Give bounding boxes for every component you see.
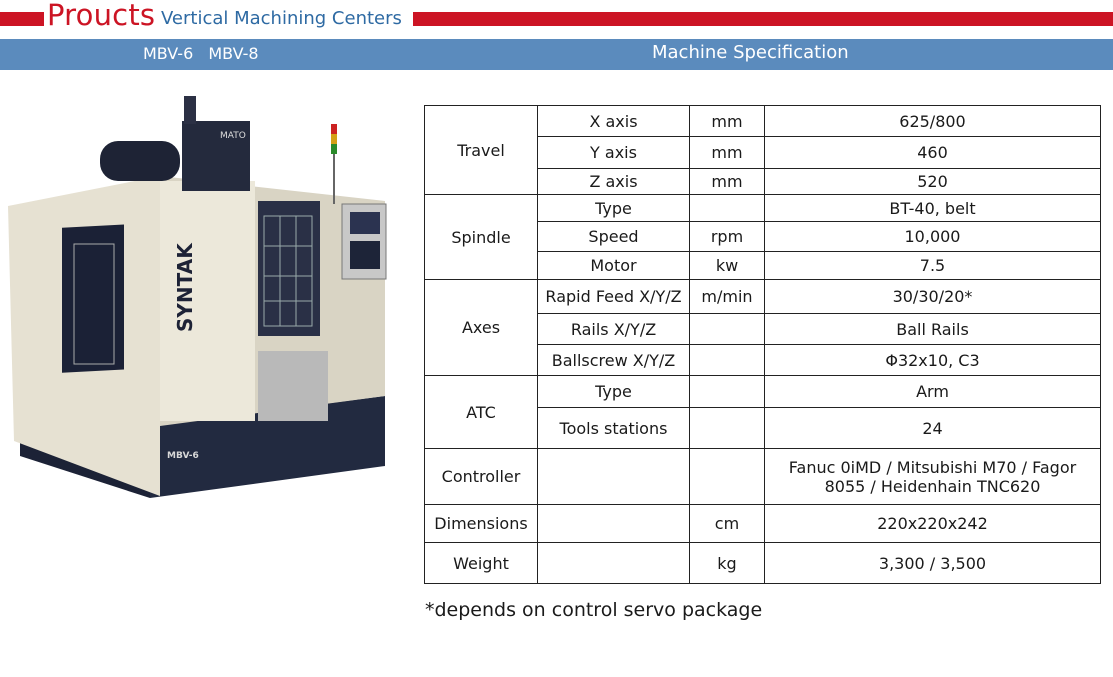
group-label-axes: Axes [425,280,538,376]
value-cell: Fanuc 0iMD / Mitsubishi M70 / Fagor 8055 / Heidenhain TNC620 [765,449,1101,505]
item-cell: Rapid Feed X/Y/Z [538,280,690,314]
value-cell: Ball Rails [765,314,1101,345]
item-cell: Rails X/Y/Z [538,314,690,345]
item-cell: Tools stations [538,408,690,449]
unit-cell: mm [690,137,765,169]
value-cell: 10,000 [765,222,1101,252]
unit-cell [690,408,765,449]
value-cell: 7.5 [765,252,1101,280]
table-row [425,280,1101,314]
value-cell: 30/30/20* [765,280,1101,314]
value-cell: Arm [765,376,1101,408]
value-cell: BT-40, belt [765,195,1101,222]
value-cell: 220x220x242 [765,505,1101,543]
label-controller: Controller [425,449,538,505]
item-cell [538,505,690,543]
unit-cell: m/min [690,280,765,314]
unit-cell [690,345,765,376]
table-row [425,543,1101,584]
item-cell [538,543,690,584]
item-cell: Y axis [538,137,690,169]
value-cell: 3,300 / 3,500 [765,543,1101,584]
item-cell: Z axis [538,169,690,195]
spec-title: Machine Specification [652,42,849,63]
spec-table [424,105,1101,584]
unit-cell [690,195,765,222]
group-label-travel: Travel [425,106,538,195]
label-weight: Weight [425,543,538,584]
section-bar [0,39,1113,70]
group-label-spindle: Spindle [425,195,538,280]
head-plate-text: MATO [220,131,246,141]
page-subtitle: Vertical Machining Centers [161,8,402,29]
value-cell: 625/800 [765,106,1101,137]
label-dimensions: Dimensions [425,505,538,543]
value-cell: 460 [765,137,1101,169]
group-label-atc: ATC [425,376,538,449]
machine-image [0,96,400,498]
table-row [425,449,1101,505]
item-cell: Type [538,376,690,408]
unit-cell: kg [690,543,765,584]
item-cell [538,449,690,505]
item-cell: X axis [538,106,690,137]
value-cell: 520 [765,169,1101,195]
table-row [425,505,1101,543]
unit-cell: mm [690,106,765,137]
item-cell: Type [538,195,690,222]
unit-cell [690,314,765,345]
model-names: MBV-6 MBV-8 [143,44,259,63]
item-cell: Motor [538,252,690,280]
page-title: Proucts [47,0,156,32]
unit-cell [690,449,765,505]
header-red-bar-right [413,12,1113,26]
unit-cell: rpm [690,222,765,252]
unit-cell: kw [690,252,765,280]
table-row [425,376,1101,408]
model-plate-text: MBV-6 [167,451,199,461]
unit-cell: mm [690,169,765,195]
value-cell: Φ32x10, C3 [765,345,1101,376]
header-red-bar-left [0,12,44,26]
value-cell: 24 [765,408,1101,449]
table-row [425,195,1101,222]
brand-text: SYNTAK [173,243,197,332]
item-cell: Ballscrew X/Y/Z [538,345,690,376]
unit-cell [690,376,765,408]
item-cell: Speed [538,222,690,252]
unit-cell: cm [690,505,765,543]
footnote: *depends on control servo package [425,599,763,621]
table-row [425,106,1101,137]
